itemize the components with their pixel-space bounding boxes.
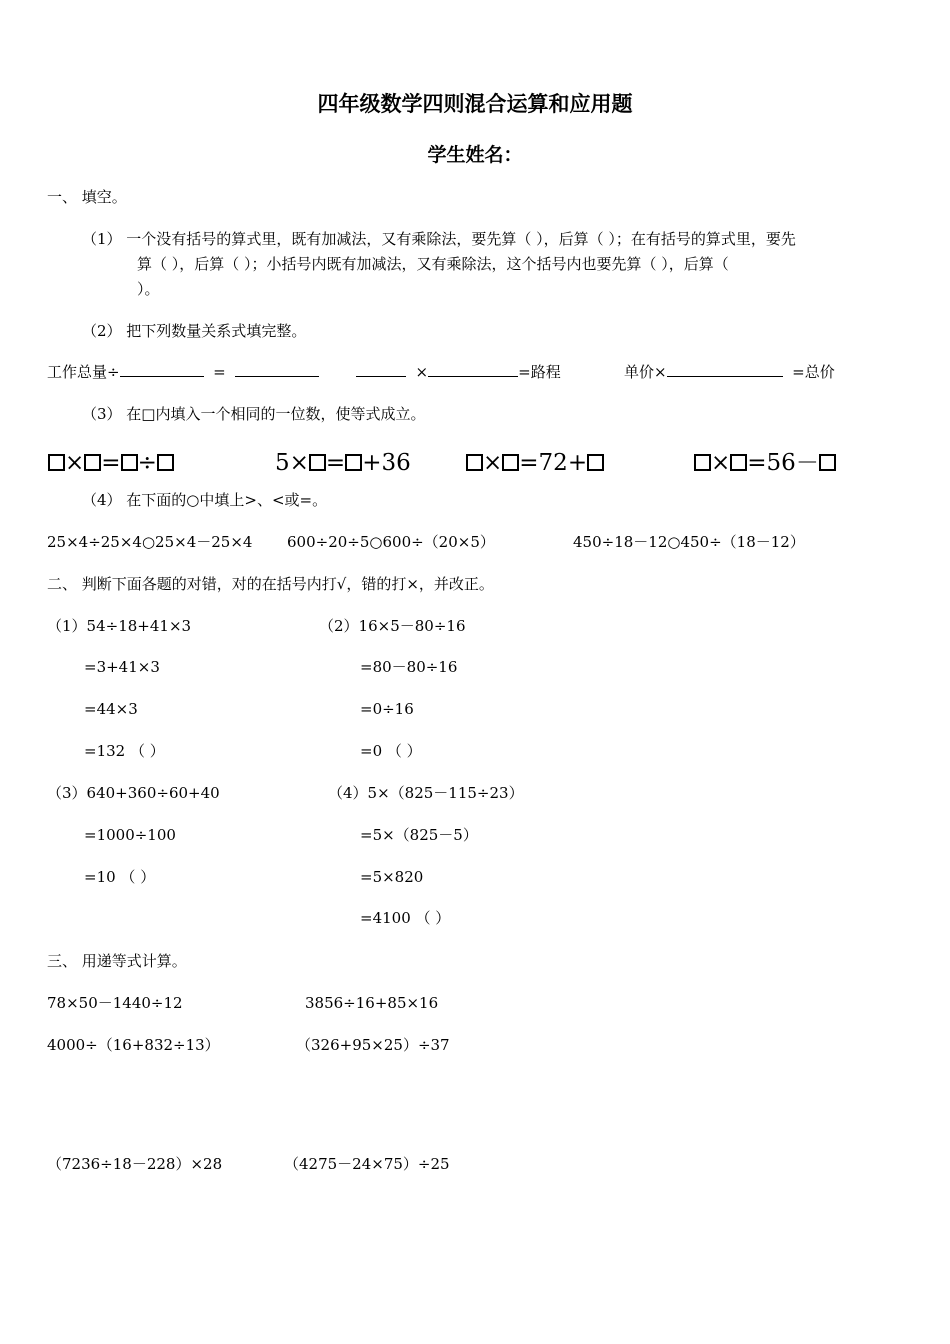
section3-heading: 三、 用递等式计算。 — [47, 952, 187, 970]
q3-label: （3） 在□内填入一个相同的一位数，使等式成立。 — [82, 405, 426, 423]
fill-blank[interactable] — [356, 362, 406, 377]
answer-box[interactable] — [84, 454, 101, 471]
problem4-line: =4100 （ ） — [360, 909, 451, 927]
q3-op: × — [65, 450, 85, 476]
calc-expression: （326+95×25）÷37 — [296, 1036, 450, 1054]
problem3-line: =1000÷100 — [84, 826, 176, 844]
q3-op: × — [483, 450, 503, 476]
q3-op: = — [325, 450, 346, 476]
fill-blank[interactable] — [120, 362, 204, 377]
q3-op: × — [711, 450, 731, 476]
calc-expression: 4000÷（16+832÷13） — [47, 1036, 220, 1054]
q3-post: =56－ — [747, 450, 819, 476]
problem2-line: =0 （ ） — [360, 742, 422, 760]
q2-label: （2） 把下列数量关系式填完整。 — [82, 322, 307, 340]
problem1-line: =3+41×3 — [84, 658, 160, 676]
problem2-line: =80－80÷16 — [360, 658, 458, 676]
q1-line2: 算（ ），后算（ ）；小括号内既有加减法，又有乘除法，这个括号内也要先算（ ），后算（ — [137, 255, 729, 273]
q2-work-equals: = — [213, 363, 226, 381]
q3-equation-4 — [694, 449, 836, 477]
calc-expression: 78×50－1440÷12 — [47, 994, 183, 1012]
problem1-line: =44×3 — [84, 700, 138, 718]
fill-blank[interactable] — [667, 362, 783, 377]
q4-compare-2: 600÷20÷5○600÷（20×5） — [287, 533, 495, 551]
calc-expression: 3856÷16+85×16 — [305, 994, 439, 1012]
q2-price-right: =总价 — [792, 363, 835, 381]
calc-expression: （7236÷18－228）×28 — [47, 1155, 223, 1173]
q4-compare-3: 450÷18－12○450÷（18－12） — [573, 533, 805, 551]
problem1-line: =132 （ ） — [84, 742, 165, 760]
q2-price-left: 单价× — [624, 363, 667, 381]
answer-box[interactable] — [819, 454, 836, 471]
q1-line1: （1） 一个没有括号的算式里，既有加减法，又有乘除法，要先算（ ），后算（ ）；在有括号的算式里，要先 — [82, 230, 796, 248]
student-name-label: 学生姓名： — [427, 144, 523, 166]
answer-box[interactable] — [694, 454, 711, 471]
q3-pre: 5× — [275, 450, 309, 476]
answer-box[interactable] — [345, 454, 362, 471]
q1-line3: ）。 — [137, 280, 160, 298]
problem4-line: =5×820 — [360, 868, 424, 886]
q3-op: ÷ — [137, 450, 157, 476]
fill-blank[interactable] — [235, 362, 319, 377]
q2-price-formula — [624, 362, 835, 382]
problem2-line: （2）16×5－80÷16 — [319, 617, 466, 635]
q3-equation-2 — [275, 449, 411, 477]
problem4-line: （4）5×（825－115÷23） — [328, 784, 524, 802]
section1-heading: 一、 填空。 — [47, 188, 127, 206]
problem2-line: =0÷16 — [360, 700, 414, 718]
answer-box[interactable] — [121, 454, 138, 471]
q3-op: = — [101, 450, 121, 476]
q3-post: +36 — [362, 450, 411, 476]
q4-label: （4） 在下面的○中填上>、<或=。 — [82, 491, 328, 509]
answer-box[interactable] — [466, 454, 483, 471]
answer-box[interactable] — [587, 454, 604, 471]
q3-post: =72+ — [519, 450, 588, 476]
problem1-line: （1）54÷18+41×3 — [47, 617, 192, 635]
problem4-line: =5×（825－5） — [360, 826, 478, 844]
q2-work-formula — [47, 362, 319, 382]
answer-box[interactable] — [48, 454, 65, 471]
q3-equation-1 — [48, 449, 174, 477]
q2-work-left: 工作总量÷ — [47, 363, 120, 381]
q2-distance-times: × — [415, 363, 429, 381]
answer-box[interactable] — [730, 454, 747, 471]
q4-compare-1: 25×4÷25×4○25×4－25×4 — [47, 533, 253, 551]
answer-box[interactable] — [309, 454, 326, 471]
q2-distance-formula — [356, 362, 561, 382]
q2-distance-right: =路程 — [518, 363, 561, 381]
answer-box[interactable] — [157, 454, 174, 471]
problem3-line: =10 （ ） — [84, 868, 156, 886]
page-title: 四年级数学四则混合运算和应用题 — [317, 91, 633, 116]
calc-expression: （4275－24×75）÷25 — [284, 1155, 450, 1173]
q3-equation-3 — [466, 449, 604, 477]
section2-heading: 二、 判断下面各题的对错，对的在括号内打√，错的打×，并改正。 — [47, 575, 494, 593]
fill-blank[interactable] — [428, 362, 518, 377]
answer-box[interactable] — [502, 454, 519, 471]
problem3-line: （3）640+360÷60+40 — [47, 784, 220, 802]
